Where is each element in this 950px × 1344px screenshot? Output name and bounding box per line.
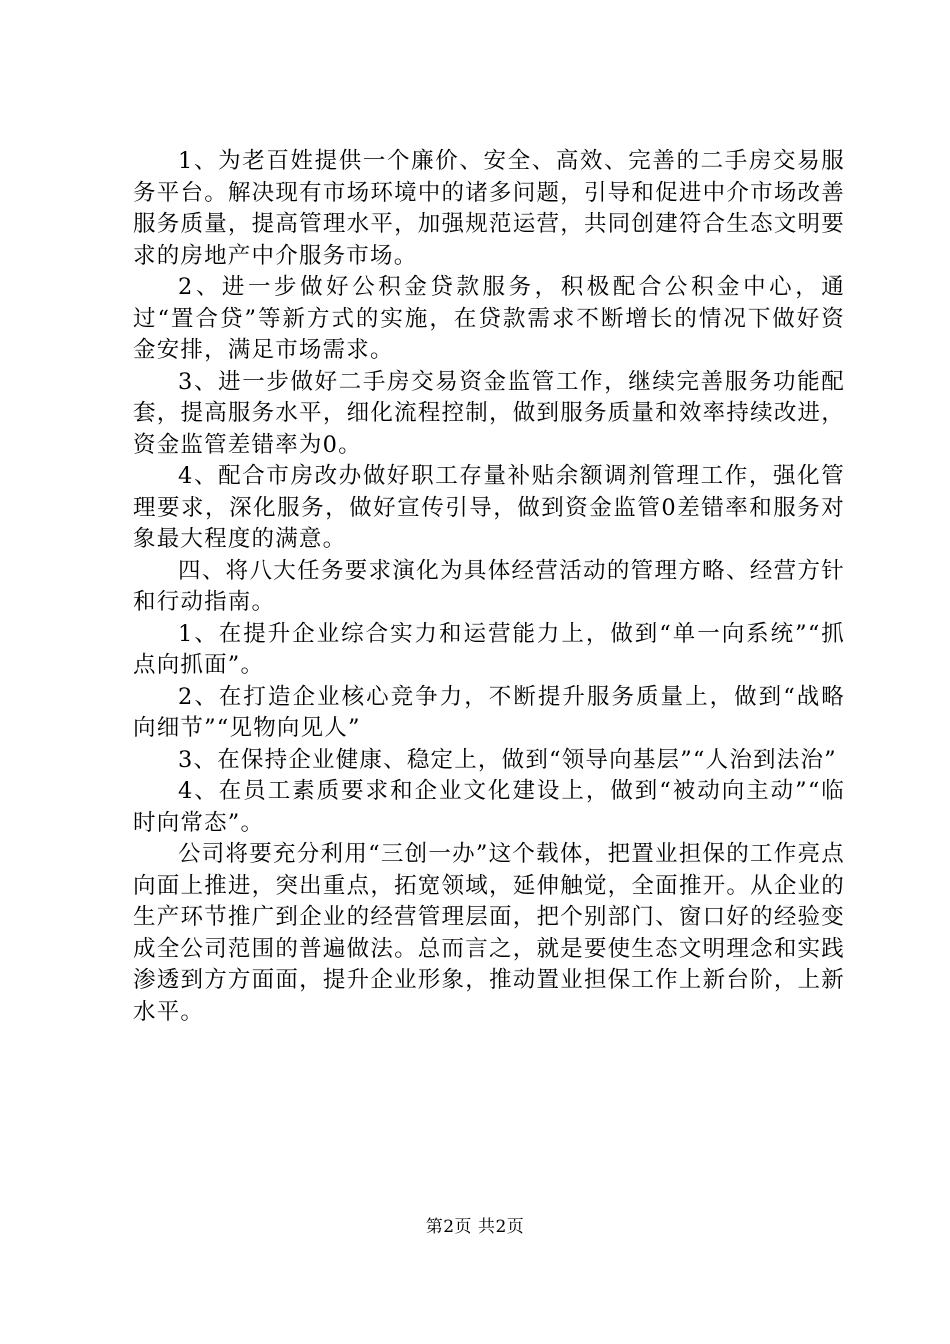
paragraph-item-3: 3、进一步做好二手房交易资金监管工作，继续完善服务功能配套，提高服务水平，细化流程控制，做到服务质量和效率持续改进，资金监管差错率为0。 — [133, 368, 845, 458]
page-number-footer: 第2页 共2页 — [425, 1217, 525, 1237]
closing-paragraph: 公司将要充分利用“三创一办”这个载体，把置业担保的工作亮点向面上推进，突出重点，拓宽领域，延伸触觉，全面推开。从企业的生产环节推广到企业的经营管理层面，把个别部门、窗口好的经验变成全公司范围的普遍做法。总而言之，就是要使生态文明理念和实践渗透到方方面面，提升企业形象，推动置业担保工作上新台阶，上新水平。 — [133, 841, 845, 1025]
paragraph-item-2b: 2、在打造企业核心竞争力，不断提升服务质量上，做到“战略向细节”“见物向见人” — [133, 683, 845, 741]
paragraph-item-1b: 1、在提升企业综合实力和运营能力上，做到“单一向系统”“抓点向抓面”。 — [133, 620, 845, 678]
section-heading-four: 四、将八大任务要求演化为具体经营活动的管理方略、经营方针和行动指南。 — [133, 557, 845, 615]
document-body — [133, 146, 845, 1028]
paragraph-item-1: 1、为老百姓提供一个廉价、安全、高效、完善的二手房交易服务平台。解决现有市场环境中的诸多问题，引导和促进中介市场改善服务质量，提高管理水平，加强规范运营，共同创建符合生态文明要求的房地产中介服务市场。 — [133, 148, 845, 269]
paragraph-item-4: 4、配合市房改办做好职工存量补贴余额调剂管理工作，强化管理要求，深化服务，做好宣传引导，做到资金监管0差错率和服务对象最大程度的满意。 — [133, 463, 845, 552]
paragraph-item-2: 2、进一步做好公积金贷款服务，积极配合公积金中心，通过“置合贷”等新方式的实施，在贷款需求不断增长的情况下做好资金安排，满足市场需求。 — [133, 274, 845, 363]
paragraph-item-4b: 4、在员工素质要求和企业文化建设上，做到“被动向主动”“临时向常态”。 — [133, 778, 845, 836]
paragraph-item-3b: 3、在保持企业健康、稳定上，做到“领导向基层”“人治到法治” — [178, 746, 837, 773]
